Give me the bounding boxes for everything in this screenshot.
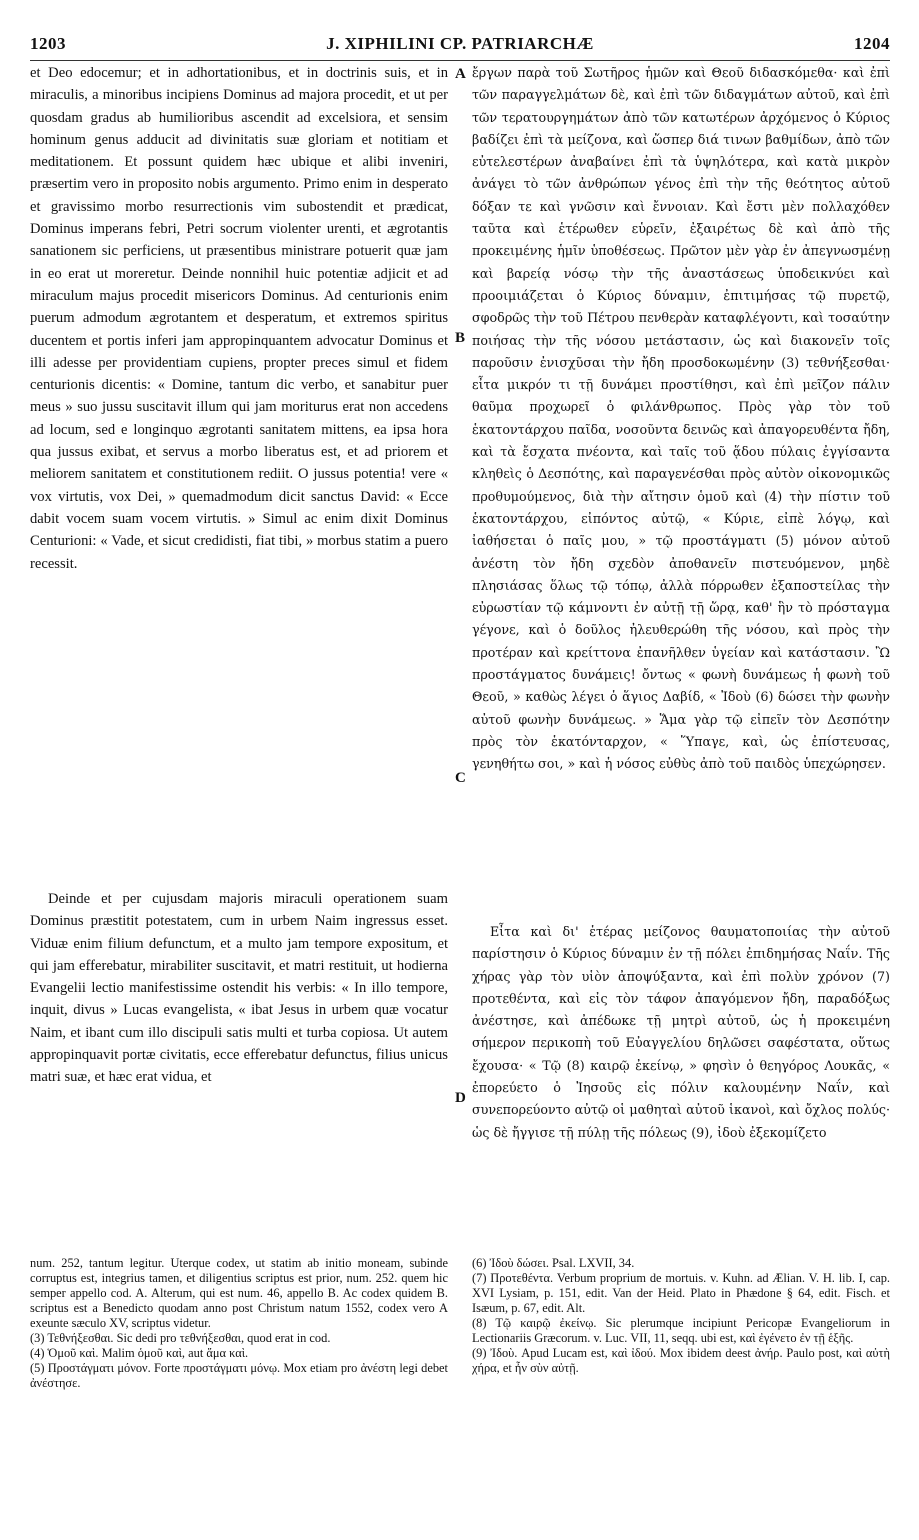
footnote: (5) Προστάγματι μόνον. Forte προστάγματι μόνῳ. Mox etiam pro ἀνέστη legi debet ἀνέστησε. xyxy=(30,1361,448,1390)
greek-paragraph: ἔργων παρὰ τοῦ Σωτῆρος ἡμῶν καὶ Θεοῦ διδασκόμεθα· καὶ ἐπὶ τῶν παραγγελμάτων δὲ, καὶ ἐπὶ τῶν διδαγμάτων αὐτοῦ, καὶ ἐπὶ τῶν τερατουργημάτων ἀπὸ τῶν κατωτέρων ἀρχόμενος ὁ Κύριος βαδίζει ἐπὶ τὰ μείζονα, καὶ ὥσπερ διά τινων βαθμίδων, ἀπὸ τῶν εὐτελεστέρων ἀναβαίνει ἐπὶ τὰ ὑψηλότερα, καὶ κατὰ μικρὸν ἀνάγει τὸ τῶν ἀνθρώπων γένος ἐπὶ τὴν τῆς θεότητος αὐτοῦ δόξαν τε καὶ γνῶσιν καὶ ἔννοιαν. Καὶ ἔστι μὲν πολλαχόθεν ταῦτα καὶ ἑτέρωθεν εὑρεῖν, ἐξαιρέτως δὲ καὶ ἀπὸ τῆς προκειμένης ἡμῖν ὑποθέσεως. Πρῶτον μὲν γὰρ ἐν ἀπεγνωσμένῃ καὶ βαρείᾳ νόσῳ τὴν τῆς ἀναστάσεως ὑποδεικνύει καὶ προοιμιάζεται ὁ Κύριος δύναμιν, ἐπιτιμήσας τῷ πυρετῷ, σφοδρῶς τὴν τοῦ Πέτρου πενθερὰν καταφλέγοντι, καὶ τοσαύτην ποιήσας τὴν τῆς νόσου μετάστασιν, ὡς καὶ διακονεῖν τοῖς παροῦσιν ἐνισχῦσαι τὴν ἤδη προσδοκωμένην (3) τεθνήξεσθαι· εἶτα μικρόν τι τῇ δυνάμει προστίθησι, καὶ ἐπὶ μεῖζον πάλιν θαῦμα προχωρεῖ ὁ φιλάνθρωπος. Πρὸς γὰρ τὸν τοῦ ἑκατοντάρχου παῖδα, νοσοῦντα δεινῶς καὶ ἀπαγορευθέντα ἤδη, καὶ τὰ ἔσχατα πνέοντα, καὶ ταῖς τοῦ ᾅδου πύλαις ἐγγίσαντα κληθεὶς ὁ Δεσπότης, καὶ παραγενέσθαι πρὸς αὐτὸν οἰκονομικῶς προθυμούμενος, διὰ τὴν αἴτησιν ὁμοῦ καὶ (4) τὴν πίστιν τοῦ ἑκατοντάρχου, εἰπόντος αὐτῷ, « Κύριε, εἰπὲ λόγῳ, καὶ ἰαθήσεται ὁ παῖς μου, » τῷ προστάγματι (5) μόνον αὐτοῦ ἀνέστη τὸν ἤδη σχεδὸν ἀποθανεῖν πιστευόμενον, μηδὲ πλησιάσας ὅλως τῷ τόπῳ, ἀλλὰ πόρρωθεν ἐξαποστείλας τὴν εὐρωστίαν τῷ κάμνοντι ἐν αὐτῇ τῇ ὥρᾳ, καθ' ἣν τὸ πρόσταγμα γέγονε, καὶ ὁ δοῦλος ἠλευθερώθη τῆς νόσου, καὶ πρὸς τὴν προτέραν καὶ κρείττονα ἐπανῆλθεν ὑγείαν καὶ κατάστασιν. Ὢ προστάγματος δυνάμεις! ὄντως « φωνὴ δυνάμεως ἡ φωνὴ τοῦ Θεοῦ, » καθὼς λέγει ὁ ἅγιος Δαβίδ, « Ἰδοὺ (6) δώσει τὴν φωνὴν αὐτοῦ φωνὴν δυνάμεως. » Ἅμα γὰρ τῷ εἰπεῖν τὸν Δεσπότην πρὸς τὸν ἑκατόνταρχον, « Ὕπαγε, καὶ, ὡς ἐπίστευσας, γενηθήτω σοι, » καὶ ἡ νόσος εὐθὺς ἀπὸ τοῦ παιδὸς ὑπεχώρησεν. xyxy=(472,65,890,772)
footnote: (8) Τῷ καιρῷ ἐκείνῳ. Sic plerumque incipiunt Pericopæ Evangeliorum in Lectionariis Græcorum. v. Luc. VII, 11, seqq. ubi est, καὶ ἐγένετο ἐν τῇ ἑξῆς. xyxy=(472,1316,890,1345)
greek-column-mid xyxy=(472,921,890,1248)
greek-column-top xyxy=(472,62,890,837)
margin-letter-d: D xyxy=(455,1090,466,1106)
margin-letter-c: C xyxy=(455,770,466,786)
header-rule xyxy=(30,60,890,61)
latin-column-mid xyxy=(30,888,448,1248)
latin-column-top xyxy=(30,62,448,794)
footnote: (7) Προτεθέντα. Verbum proprium de mortuis. v. Kuhn. ad Ælian. V. H. lib. I, cap. XVI Lysiam, p. 151, edit. Van der Heid. Plato in Phædone § 64, edit. Fisch. et Isæum, p. 67, edit. Alt. xyxy=(472,1271,890,1315)
footnote: (6) Ἰδοὺ δώσει. Psal. LXVII, 34. xyxy=(472,1256,635,1270)
footnotes-left xyxy=(30,1256,448,1506)
greek-paragraph: Εἶτα καὶ δι' ἑτέρας μείζονος θαυματοποιίας τὴν αὐτοῦ παρίστησιν ὁ Κύριος δύναμιν ἐν τῇ πόλει ἐπιδημήσας Ναΐν. Τῆς χήρας γὰρ τὸν υἱὸν ἀποψύξαντα, καὶ ἐπὶ πολὺν χρόνον (7) προτεθέντα, καὶ εἰς τὸν τάφον ἀπαγόμενον ἤδη, παραδόξως ἀνέστησε, καὶ ἀπέδωκε τῇ μητρὶ αὐτοῦ, ὡς ἡ προκειμένη σήμερον περικοπὴ τοῦ Εὐαγγελίου δηλῶσει σαφέστατα, οὕτως ἔχουσα· « Τῷ (8) καιρῷ ἐκείνῳ, » φησὶν ὁ θεηγόρος Λουκᾶς, « ἐπορεύετο ὁ Ἰησοῦς εἰς πόλιν καλουμένην Ναΐν, καὶ συνεπορεύοντο αὐτῷ οἱ μαθηταὶ αὐτοῦ ἱκανοὶ, καὶ ὄχλος πολύς· ὡς δὲ ἤγγισε τῇ πύλῃ τῆς πόλεως (9), ἰδοὺ ἐξεκομίζετο xyxy=(472,924,890,1140)
running-header xyxy=(30,34,890,58)
page-number-left: 1203 xyxy=(30,34,66,53)
footnotes-right xyxy=(472,1256,890,1506)
page-number-right: 1204 xyxy=(854,34,890,53)
footnote: (3) Τεθνήξεσθαι. Sic dedi pro τεθνήξεσθαι, quod erat in cod. xyxy=(30,1331,331,1345)
margin-letter-a: A xyxy=(455,66,466,82)
footnote: num. 252, tantum legitur. Uterque codex, ut statim ab initio moneam, subinde corruptus est, integrius tamen, et diligentius scriptus est prior, num. 252. quem hic semper appello cod. A. Alterum, qui est num. 46, appello B. Ac codex quidem B. scriptus est a Benedicto quodam anno post Christum natum 1552, codex vero A exeunte sæculo XV, scriptus videtur. xyxy=(30,1256,448,1330)
running-title: J. XIPHILINI CP. PATRIARCHÆ xyxy=(326,34,594,53)
latin-paragraph: Deinde et per cujusdam majoris miraculi operationem suam Dominus præstitit potestatem, cum in urbem Naim ingressus esset. Viduæ enim filium defunctum, et a multo jam tempore expositum, et qui jam efferebatur, mirabiliter suscitavit, et matri restituit, ut hodierna Evangelii lectio manifestissime ostendit his verbis: « In illo tempore, inquit, divus » Lucas evangelista, « ibat Jesus in urbem quæ vocatur Naim, et ibant cum illo discipuli satis multi et turba copiosa. Ut autem appropinquavit portæ civitatis, ecce efferebatur defunctus, filius unicus matri suæ, et hæc erat vidua, et xyxy=(30,891,448,1086)
latin-paragraph: et Deo edocemur; et in adhortationibus, et in doctrinis suis, et in miraculis, a minoribus incipiens Dominus ad majora procedit, et ut per quosdam gradus ab humilioribus ascendit ad excelsiora, et sensim hominum genus adducit ad divinitatis suæ gloriam et notitiam et meditationem. Et possunt quidem hæc ubique et alibi inveniri, præsertim vero in proposito nobis argumento. Primo enim in desperato et gravissimo morbo resurrectionis vim subostendit et prædicat, Dominus imperans febri, Petri socrum violenter urenti, et ægrotantis sanationem sic perficiens, ut præsentibus ministrare potuerit quæ jam in eo erat ut moreretur. Deinde nonnihil huic potentiæ adjicit et ad miraculum majus procedit misericors Dominus. Ad centurionis enim puerum admodum ægrotantem et desperatum, et extremos spiritus ducentem et portis inferi jam appropinquantem advocatur Dominus et illi adesse per providentiam cupiens, propter preces simul et fidem centurionis dicentis: « Domine, tantum dic verbo, et sanabitur puer meus » suo jussu suscitavit illum qui jam moriturus erat non accedens ad locum, sed e longinquo ægrotanti sanitatem mittens, ea ipsa hora qua jussus exibat, et servus a morbo liberatus est, et ad priorem et meliorem sanitatem et constitutionem rediit. O jussus potentia! vere « vox virtutis, vox Dei, » quemadmodum dicit sanctus David: « Ecce dabit vocem suam vocem virtutis. » Simul ac enim dixit Dominus Centurioni: « Vade, et sicut credidisti, fiat tibi, » morbus statim a puero recessit. xyxy=(30,65,448,572)
footnote: (9) Ἰδοὺ. Apud Lucam est, καὶ ἰδού. Mox ibidem deest ἀνήρ. Paulo post, καὶ αὐτὴ χήρα, et ἦν σὺν αὐτῇ. xyxy=(472,1346,890,1375)
footnote: (4) Ὁμοῦ καὶ. Malim ὁμοῦ καὶ, aut ἅμα καὶ. xyxy=(30,1346,249,1360)
margin-letter-b: B xyxy=(455,330,466,346)
